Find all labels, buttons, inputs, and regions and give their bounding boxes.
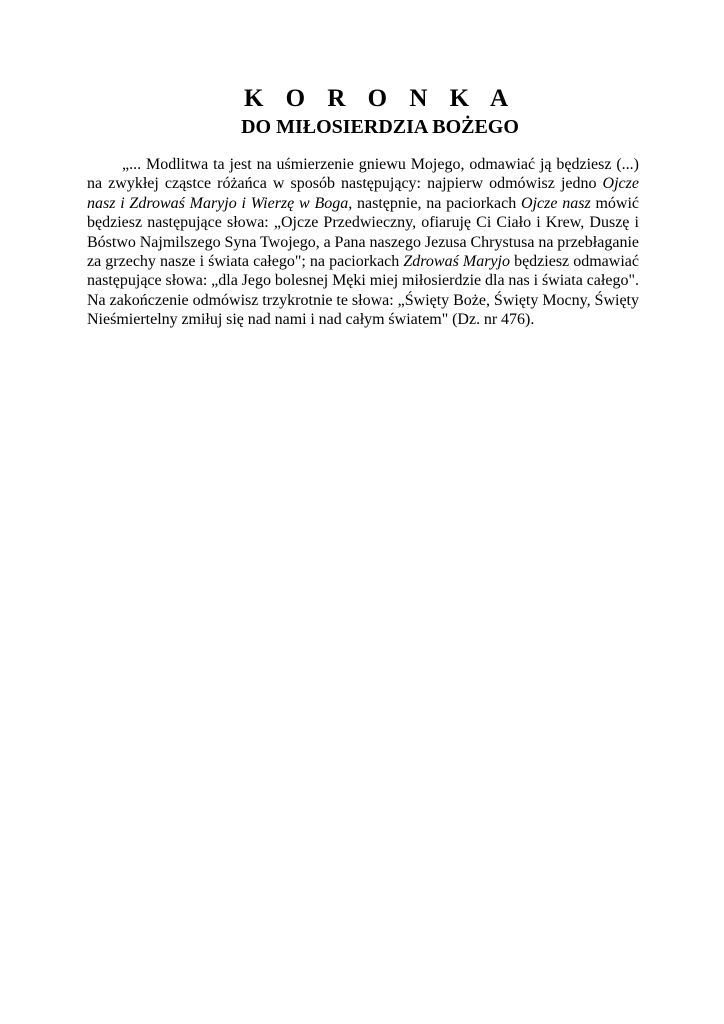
italic-text: Zdrowaś Maryjo [403,252,510,270]
paragraph-line [87,213,639,232]
paragraph-line [87,271,639,290]
italic-text: Ojcze [602,175,639,193]
body-paragraph [87,155,639,330]
paragraph-line [87,252,639,271]
document-title: K O R O N K A [243,85,517,112]
text-segment: następujące słowa: „dla Jego bolesnej Męki miej miłosierdzie dla nas i świata całego". [87,272,639,290]
text-segment: Nieśmiertelny zmiłuj się nad nami i nad całym światem" (Dz. nr 476). [87,311,535,329]
text-segment: „... Modlitwa ta jest na uśmierzenie gniewu Mojego, odmawiać ją będziesz (...) [122,156,639,173]
document-subtitle: DO MIŁOSIERDZIA BOŻEGO [241,116,519,138]
paragraph-line [87,291,639,310]
text-segment: na zwykłej cząstce różańca w sposób następujący: najpierw odmówisz jedno [87,175,603,193]
italic-text: nasz i Zdrowaś Maryjo i Wierzę w Boga, [87,194,353,212]
paragraph-line [87,155,639,174]
text-segment: Bóstwo Najmilszego Syna Twojego, a Pana naszego Jezusa Chrystusa na przebłaganie [87,233,639,251]
text-segment: będziesz następujące słowa: „Ojcze Przedwieczny, ofiaruję Ci Ciało i Krew, Duszę i [87,214,639,232]
text-segment: za grzechy nasze i świata całego"; na paciorkach [87,252,404,270]
paragraph-line [87,194,639,213]
italic-text: Ojcze nasz [521,194,591,212]
text-segment: następnie, na paciorkach [352,194,522,212]
text-segment: Na zakończenie odmówisz trzykrotnie te słowa: „Święty Boże, Święty Mocny, Święty [87,291,639,309]
text-segment: mówić [590,194,640,212]
paragraph-line [87,310,639,329]
paragraph-line [87,233,639,252]
paragraph-line [87,174,639,193]
text-segment: będziesz odmawiać [509,252,639,270]
